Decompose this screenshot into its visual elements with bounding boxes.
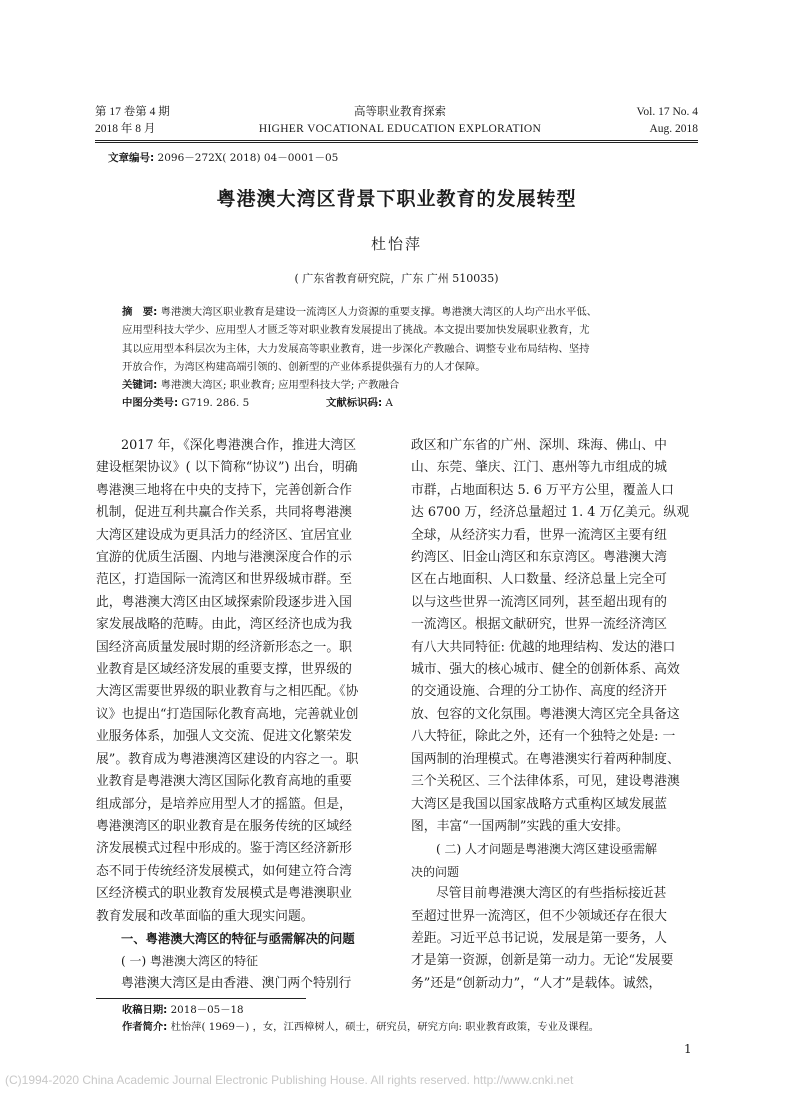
header-date-en: Aug. 2018	[649, 123, 698, 135]
received-label: 收稿日期:	[122, 1004, 168, 1016]
section-heading: 一、粤港澳大湾区的特征与亟需解决的问题	[121, 931, 355, 946]
body-line: 宜游的优质生活圈、内地与港澳深度合作的示	[96, 550, 352, 566]
clc-value: G719. 286. 5	[181, 397, 250, 410]
body-line: 约湾区、旧金山湾区和东京湾区。粤港澳大湾	[411, 550, 667, 566]
body-line: 机制，促进互利共赢合作关系，共同将粤港澳	[96, 505, 352, 521]
keywords	[122, 376, 684, 394]
journal-name-en: HIGHER VOCATIONAL EDUCATION EXPLORATION	[258, 123, 542, 135]
body-line: 至超过世界一流湾区，但不少领域还存在很大	[411, 908, 667, 924]
body-line: 三个关税区、三个法律体系，可见，建设粤港澳	[411, 774, 680, 790]
author-name: 杜怡萍	[370, 235, 422, 253]
left-column	[96, 435, 392, 995]
keywords-value: 粤港澳大湾区; 职业教育; 应用型科技大学; 产教融合	[160, 379, 400, 392]
body-line: 以与这些世界一流湾区同列，甚至超出现有的	[411, 594, 667, 610]
body-line: 此，粤港澳大湾区由区域探索阶段逐步进入国	[96, 594, 352, 610]
page-number: 1	[684, 1042, 692, 1056]
abstract-line: 应用型科技大学少、应用型人才匮乏等对职业教育发展提出了挑战。本文提出要加快发展职业教育，尤	[122, 324, 590, 337]
subsection-heading: ( 一) 粤港澳大湾区的特征	[121, 954, 258, 969]
abstract-label: 摘 要:	[122, 306, 158, 318]
body-line: 图，丰富“一国两制”实践的重大安排。	[411, 818, 629, 834]
body-line: 差距。习近平总书记说，发展是第一要务，人	[411, 930, 667, 946]
body-line: 国两制的治理模式。在粤港澳实行着两种制度、	[411, 751, 680, 767]
paper-title: 粤港澳大湾区背景下职业教育的发展转型	[216, 188, 577, 210]
body-line: 山、东莞、肇庆、江门、惠州等九市组成的城	[411, 460, 667, 476]
header-date: 2018 年 8 月	[95, 123, 156, 135]
body-line: 尽管目前粤港澳大湾区的有些指标接近甚	[436, 886, 667, 902]
journal-name-cn: 高等职业教育探索	[354, 106, 446, 118]
keywords-label: 关键词:	[122, 379, 158, 392]
body-line: 区在占地面积、人口数量、经济总量上完全可	[411, 572, 667, 588]
body-line: 粤港澳湾区的职业教育是在服务传统的区域经	[96, 818, 352, 834]
header-vol-en: Vol. 17 No. 4	[636, 106, 698, 118]
body-line: 放、包容的文化氛围。粤港澳大湾区完全具备这	[411, 706, 680, 722]
abstract	[122, 303, 684, 413]
doc-code-value: A	[385, 397, 393, 410]
body-line: 济发展模式过程中形成的。鉴于湾区经济新形	[96, 841, 352, 857]
author-bio-label: 作者简介:	[122, 1021, 168, 1033]
article-id-value: 2096－272X( 2018) 04－0001－05	[157, 152, 339, 164]
body-line: 粤港澳大湾区是由香港、澳门两个特别行	[121, 975, 352, 991]
header-rule-top	[95, 140, 698, 141]
header-volume: 第 17 卷第 4 期	[95, 106, 170, 118]
body-line: 议》也提出“打造国际化教育高地，完善就业创	[96, 706, 359, 722]
body-line: 务”还是“创新动力”，“人才”是载体。诚然，	[411, 975, 662, 991]
body-line: 家发展战略的范畴。由此，湾区经济也成为我	[96, 617, 352, 633]
body-line: 组成部分，是培养应用型人才的摇篮。但是，	[96, 796, 352, 812]
article-id	[108, 150, 338, 166]
body-line: 2017 年，《深化粤港澳合作，推进大湾区	[121, 438, 356, 453]
body-line: 达 6700 万，经济总量超过 1. 4 万亿美元。纵观	[411, 505, 690, 521]
body-line: 才是第一资源，创新是第一动力。无论“发展要	[411, 953, 674, 969]
body-line: 建设框架协议》( 以下简称“协议”) 出台，明确	[96, 460, 358, 476]
body-line: 粤港澳三地将在中央的支持下，完善创新合作	[96, 482, 352, 498]
body-line: 大湾区需要世界级的职业教育与之相匹配。《协	[96, 684, 359, 700]
subsection-heading-cont: 决的问题	[411, 864, 460, 879]
subsection-heading: ( 二) 人才问题是粤港澳大湾区建设亟需解	[436, 842, 657, 857]
body-line: 有八大共同特征: 优越的地理结构、发达的港口	[411, 639, 676, 655]
right-column	[411, 435, 706, 995]
affiliation: ( 广东省教育研究院，广东 广州 510035)	[294, 272, 499, 285]
body-line: 全球，从经济实力看，世界一流湾区主要有纽	[411, 527, 667, 543]
copyright-notice: (C)1994-2020 China Academic Journal Electronic Publishing House. All rights reserved. http://www.cnki.net	[5, 1073, 574, 1087]
body-line: 八大特征，除此之外，还有一个独特之处是: 一	[411, 729, 676, 745]
footnote-rule	[96, 998, 306, 999]
body-line: 大湾区建设成为更具活力的经济区、宜居宜业	[96, 527, 352, 543]
body-line: 大湾区是我国以国家战略方式重构区域发展蓝	[411, 796, 667, 812]
body-line: 城市、强大的核心城市、健全的创新体系、高效	[411, 662, 680, 678]
body-line: 业服务体系，加强人文交流、促进文化繁荣发	[96, 729, 352, 745]
author-bio-value: 杜怡萍( 1969－) ，女，江西樟树人，硕士，研究员，研究方向: 职业教育政策，专业及课程。	[170, 1021, 600, 1033]
body-line: 展”。教育成为粤港澳湾区建设的内容之一。职	[96, 751, 359, 767]
doc-code-label: 文献标识码:	[326, 397, 383, 410]
footnote-author	[122, 1019, 702, 1036]
body-line: 市群，占地面积达 5. 6 万平方公里，覆盖人口	[411, 482, 674, 498]
classification	[122, 394, 684, 412]
footnote-received	[122, 1002, 702, 1019]
body-line: 的交通设施、合理的分工协作、高度的经济开	[411, 684, 667, 700]
abstract-line: 其以应用型本科层次为主体，大力发展高等职业教育，进一步深化产教融合、调整专业布局结构、坚持	[122, 342, 590, 355]
body-line: 区经济模式的职业教育发展模式是粤港澳职业	[96, 886, 352, 902]
body-line: 业教育是区域经济发展的重要支撑，世界级的	[96, 662, 352, 678]
body-line: 政区和广东省的广州、深圳、珠海、佛山、中	[411, 438, 667, 453]
received-value: 2018－05－18	[170, 1004, 244, 1016]
article-id-label: 文章编号:	[108, 152, 155, 164]
doc-code	[326, 394, 393, 412]
header-rule-bottom	[95, 142, 698, 143]
body-line: 态不同于传统经济发展模式，如何建立符合湾	[96, 863, 352, 879]
clc-label: 中图分类号:	[122, 397, 179, 410]
body-line: 范区，打造国际一流湾区和世界级城市群。至	[96, 572, 352, 588]
body-line: 一流湾区。根据文献研究，世界一流经济湾区	[411, 617, 667, 633]
body-line: 国经济高质量发展时期的经济新形态之一。职	[96, 639, 352, 655]
abstract-line: 开放合作，为湾区构建高端引领的、创新型的产业体系提供强有力的人才保障。	[122, 360, 486, 373]
abstract-line: 摘 要: 粤港澳大湾区职业教育是建设一流湾区人力资源的重要支撑。粤港澳大湾区的人均产出水平低、	[122, 306, 598, 318]
body-line: 教育发展和改革面临的重大现实问题。	[96, 908, 314, 924]
body-line: 业教育是粤港澳大湾区国际化教育高地的重要	[96, 774, 352, 790]
